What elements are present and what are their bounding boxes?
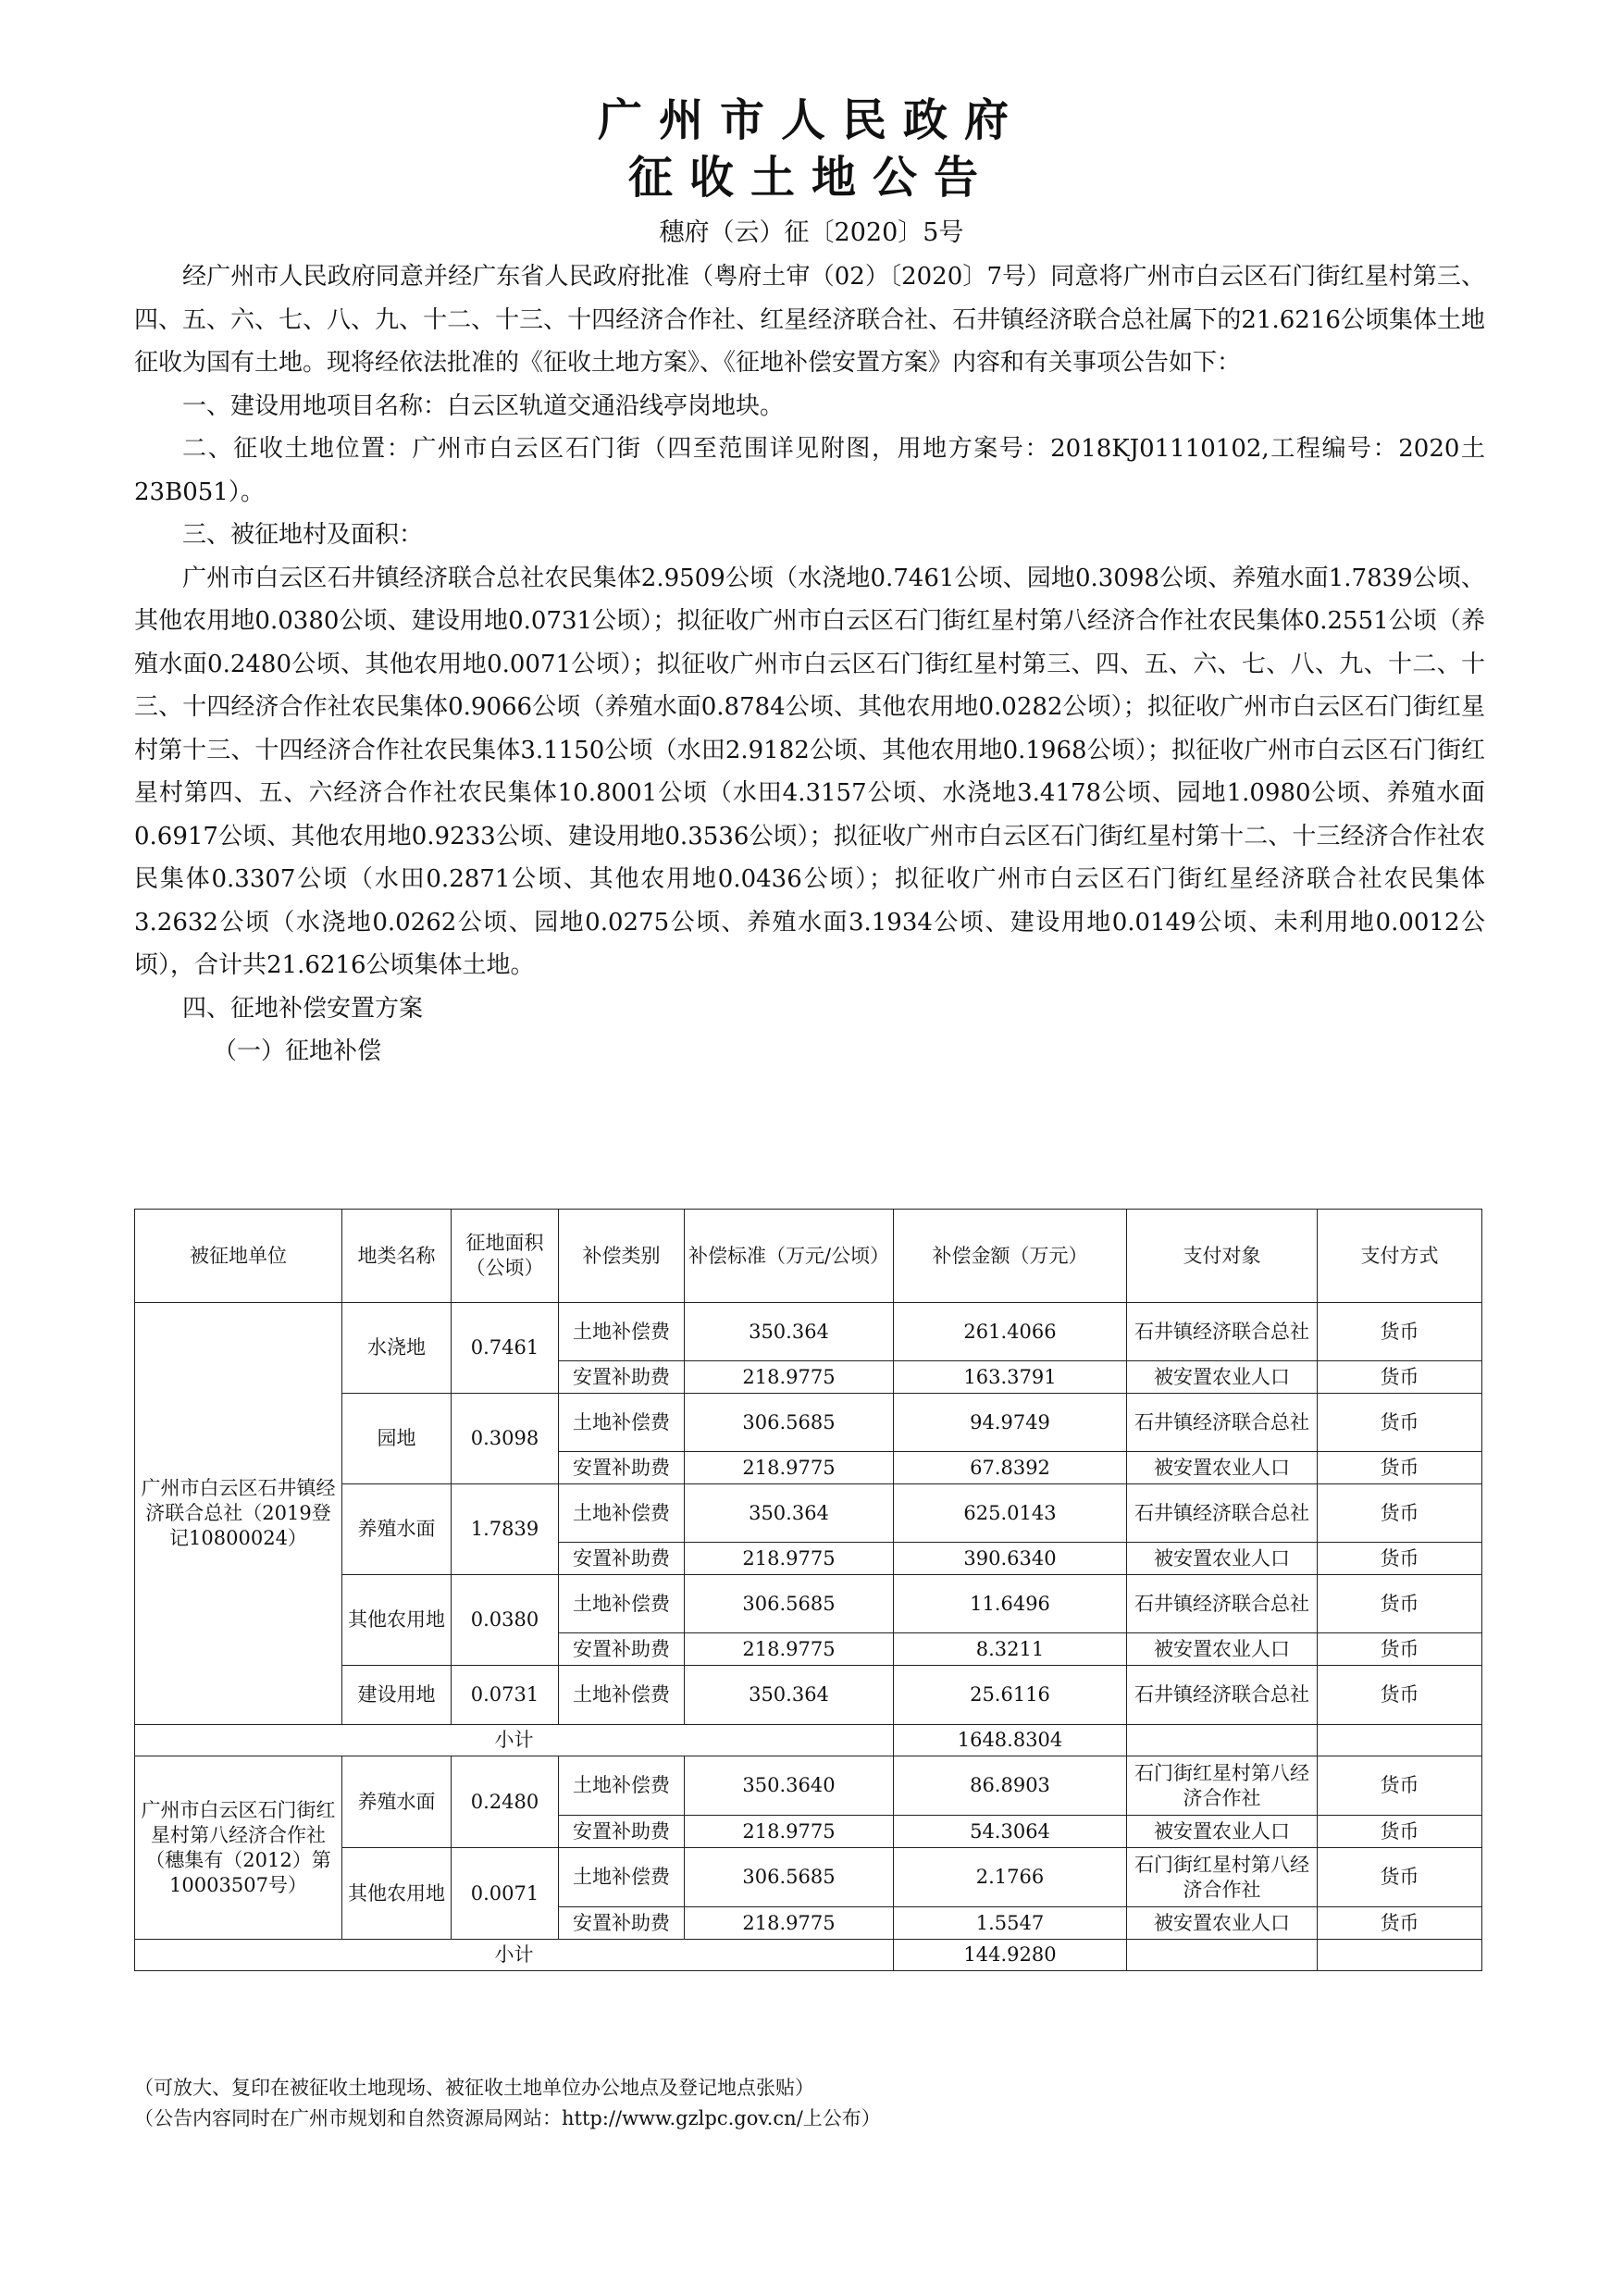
- subtotal-row: [135, 1725, 1482, 1756]
- area-cell: 1.7839: [452, 1484, 559, 1575]
- payee-cell: 被安置农业人口: [1127, 1907, 1318, 1940]
- standard-cell: 218.9775: [685, 1452, 894, 1484]
- method-cell: 货币: [1318, 1633, 1482, 1666]
- amount-cell: 67.8392: [894, 1452, 1127, 1484]
- category-cell: 土地补偿费: [559, 1756, 685, 1816]
- amount-cell: 54.3064: [894, 1816, 1127, 1848]
- method-cell: 货币: [1318, 1543, 1482, 1575]
- method-cell: 货币: [1318, 1756, 1482, 1816]
- payee-cell: 石井镇经济联合总社: [1127, 1394, 1318, 1452]
- standard-cell: 218.9775: [685, 1633, 894, 1666]
- footnotes: [134, 2073, 881, 2134]
- method-cell: 货币: [1318, 1816, 1482, 1848]
- amount-cell: 1.5547: [894, 1907, 1127, 1940]
- standard-cell: 218.9775: [685, 1361, 894, 1394]
- payee-cell: 被安置农业人口: [1127, 1816, 1318, 1848]
- subtotal-row: [135, 1940, 1482, 1971]
- header-standard: 补偿标准（万元/公顷）: [685, 1210, 894, 1303]
- method-cell: 货币: [1318, 1666, 1482, 1725]
- area-cell: 0.0071: [452, 1848, 559, 1940]
- land-type-cell: 其他农用地: [342, 1848, 452, 1940]
- unit-cell: 广州市白云区石井镇经济联合总社（2019登记10800024）: [135, 1303, 342, 1725]
- category-cell: 土地补偿费: [559, 1575, 685, 1633]
- government-title: 广州市人民政府: [597, 94, 1025, 146]
- header-amount: 补偿金额（万元）: [894, 1210, 1127, 1303]
- unit-cell: 广州市白云区石门街红星村第八经济合作社（穗集有（2012）第10003507号）: [135, 1756, 342, 1940]
- table-row: [135, 1756, 1482, 1816]
- standard-cell: 218.9775: [685, 1543, 894, 1575]
- category-cell: 安置补助费: [559, 1452, 685, 1484]
- standard-cell: 306.5685: [685, 1848, 894, 1907]
- standard-cell: 306.5685: [685, 1394, 894, 1452]
- announcement-body: [134, 255, 1485, 1074]
- amount-cell: 11.6496: [894, 1575, 1127, 1633]
- method-cell: 货币: [1318, 1907, 1482, 1940]
- standard-cell: 350.364: [685, 1666, 894, 1725]
- land-type-cell: 建设用地: [342, 1666, 452, 1725]
- table-header-row: [135, 1210, 1482, 1303]
- area-cell: 0.0731: [452, 1666, 559, 1725]
- subtotal-label: 小计: [135, 1940, 894, 1971]
- amount-cell: 261.4066: [894, 1303, 1127, 1361]
- category-cell: 安置补助费: [559, 1361, 685, 1394]
- method-cell: 货币: [1318, 1303, 1482, 1361]
- payee-cell: 被安置农业人口: [1127, 1543, 1318, 1575]
- subtotal-empty-cell: [1318, 1940, 1482, 1971]
- header-unit: 被征地单位: [135, 1210, 342, 1303]
- section-2-land-location: 二、征收土地位置：广州市白云区石门街（四至范围详见附图，用地方案号：2018KJ01110102,工程编号：2020土23B051）。: [134, 435, 1485, 506]
- announcement-title: 征收土地公告: [627, 152, 995, 204]
- footnote-posting: （可放大、复印在被征收土地现场、被征收土地单位办公地点及登记地点张贴）: [134, 2077, 814, 2099]
- header-land-type: 地类名称: [342, 1210, 452, 1303]
- footnote-website: （公告内容同时在广州市规划和自然资源局网站：http://www.gzlpc.gov.cn/上公布）: [134, 2107, 881, 2129]
- method-cell: 货币: [1318, 1484, 1482, 1543]
- method-cell: 货币: [1318, 1575, 1482, 1633]
- payee-cell: 被安置农业人口: [1127, 1361, 1318, 1394]
- category-cell: 土地补偿费: [559, 1394, 685, 1452]
- header-area: 征地面积（公顷）: [452, 1210, 559, 1303]
- compensation-table: [134, 1209, 1482, 1971]
- section-1-project-name: 一、建设用地项目名称：白云区轨道交通沿线亭岗地块。: [182, 391, 785, 420]
- payee-cell: 石门街红星村第八经济合作社: [1127, 1756, 1318, 1816]
- category-cell: 土地补偿费: [559, 1666, 685, 1725]
- land-type-cell: 水浇地: [342, 1303, 452, 1394]
- table-row: [135, 1303, 1482, 1361]
- payee-cell: 石井镇经济联合总社: [1127, 1303, 1318, 1361]
- category-cell: 土地补偿费: [559, 1303, 685, 1361]
- payee-cell: 石井镇经济联合总社: [1127, 1575, 1318, 1633]
- subsection-1-heading: （一）征地补偿: [213, 1037, 382, 1065]
- category-cell: 安置补助费: [559, 1907, 685, 1940]
- amount-cell: 2.1766: [894, 1848, 1127, 1907]
- standard-cell: 350.364: [685, 1303, 894, 1361]
- category-cell: 安置补助费: [559, 1543, 685, 1575]
- method-cell: 货币: [1318, 1394, 1482, 1452]
- section-3-villages-paragraph: 广州市白云区石井镇经济联合总社农民集体2.9509公顷（水浇地0.7461公顷、园地0.3098公顷、养殖水面1.7839公顷、其他农用地0.0380公顷、建设用地0.0731公顷）；拟征收广州市白云区石门街红星村第八经济合作社农民集体0.2551公顷（养殖水面0.2480公顷、其他农用地0.0071公顷）；拟征收广州市白云区石门街红星村第三、四、五、六、七、八、九、十二、十三、十四经济合作社农民集体0.9066公顷（养殖水面0.8784公顷、其他农用地0.0282公顷）；拟征收广州市白云区石门街红星村第十三、十四经济合作社农民集体3.1150公顷（水田2.9182公顷、其他农用地0.1968公顷）；拟征收广州市白云区石门街红星村第四、五、六经济合作社农民集体10.8001公顷（水田4.3157公顷、水浇地3.4178公顷、园地1.0980公顷、养殖水面0.6917公顷、其他农用地0.9233公顷、建设用地0.3536公顷）；拟征收广州市白云区石门街红星村第十二、十三经济合作社农民集体0.3307公顷（水田0.2871公顷、其他农用地0.0436公顷）；拟征收广州市白云区石门街红星经济联合社农民集体3.2632公顷（水浇地0.0262公顷、园地0.0275公顷、养殖水面3.1934公顷、建设用地0.0149公顷、未利用地0.0012公顷），合计共21.6216公顷集体土地。: [134, 564, 1485, 979]
- amount-cell: 390.6340: [894, 1543, 1127, 1575]
- payee-cell: 被安置农业人口: [1127, 1633, 1318, 1666]
- standard-cell: 218.9775: [685, 1816, 894, 1848]
- payee-cell: 石井镇经济联合总社: [1127, 1666, 1318, 1725]
- document-number: 穗府（云）征〔2020〕5号: [659, 218, 964, 247]
- amount-cell: 8.3211: [894, 1633, 1127, 1666]
- method-cell: 货币: [1318, 1848, 1482, 1907]
- amount-cell: 94.9749: [894, 1394, 1127, 1452]
- subtotal-empty-cell: [1127, 1725, 1318, 1756]
- area-cell: 0.7461: [452, 1303, 559, 1394]
- amount-cell: 25.6116: [894, 1666, 1127, 1725]
- payee-cell: 石井镇经济联合总社: [1127, 1484, 1318, 1543]
- land-type-cell: 园地: [342, 1394, 452, 1484]
- category-cell: 安置补助费: [559, 1816, 685, 1848]
- method-cell: 货币: [1318, 1452, 1482, 1484]
- land-type-cell: 其他农用地: [342, 1575, 452, 1666]
- subtotal-amount: 1648.8304: [894, 1725, 1127, 1756]
- standard-cell: 306.5685: [685, 1575, 894, 1633]
- intro-paragraph: 经广州市人民政府同意并经广东省人民政府批准（粤府土审（02）〔2020〕7号）同意将广州市白云区石门街红星村第三、四、五、六、七、八、九、十二、十三、十四经济合作社、红星经济联合社、石井镇经济联合总社属下的21.6216公顷集体土地征收为国有土地。现将经依法批准的《征收土地方案》、《征地补偿安置方案》内容和有关事项公告如下：: [134, 263, 1485, 377]
- subtotal-empty-cell: [1127, 1940, 1318, 1971]
- area-cell: 0.3098: [452, 1394, 559, 1484]
- method-cell: 货币: [1318, 1361, 1482, 1394]
- payee-cell: 石门街红星村第八经济合作社: [1127, 1848, 1318, 1907]
- payee-cell: 被安置农业人口: [1127, 1452, 1318, 1484]
- area-cell: 0.2480: [452, 1756, 559, 1848]
- subtotal-amount: 144.9280: [894, 1940, 1127, 1971]
- header-method: 支付方式: [1318, 1210, 1482, 1303]
- standard-cell: 350.3640: [685, 1756, 894, 1816]
- section-4-heading: 四、征地补偿安置方案: [182, 994, 424, 1023]
- header-category: 补偿类别: [559, 1210, 685, 1303]
- section-3-heading: 三、被征地村及面积：: [182, 521, 424, 549]
- land-type-cell: 养殖水面: [342, 1484, 452, 1575]
- amount-cell: 163.3791: [894, 1361, 1127, 1394]
- standard-cell: 350.364: [685, 1484, 894, 1543]
- category-cell: 土地补偿费: [559, 1484, 685, 1543]
- amount-cell: 625.0143: [894, 1484, 1127, 1543]
- subtotal-empty-cell: [1318, 1725, 1482, 1756]
- area-cell: 0.0380: [452, 1575, 559, 1666]
- category-cell: 土地补偿费: [559, 1848, 685, 1907]
- category-cell: 安置补助费: [559, 1633, 685, 1666]
- standard-cell: 218.9775: [685, 1907, 894, 1940]
- header-payee: 支付对象: [1127, 1210, 1318, 1303]
- amount-cell: 86.8903: [894, 1756, 1127, 1816]
- land-type-cell: 养殖水面: [342, 1756, 452, 1848]
- subtotal-label: 小计: [135, 1725, 894, 1756]
